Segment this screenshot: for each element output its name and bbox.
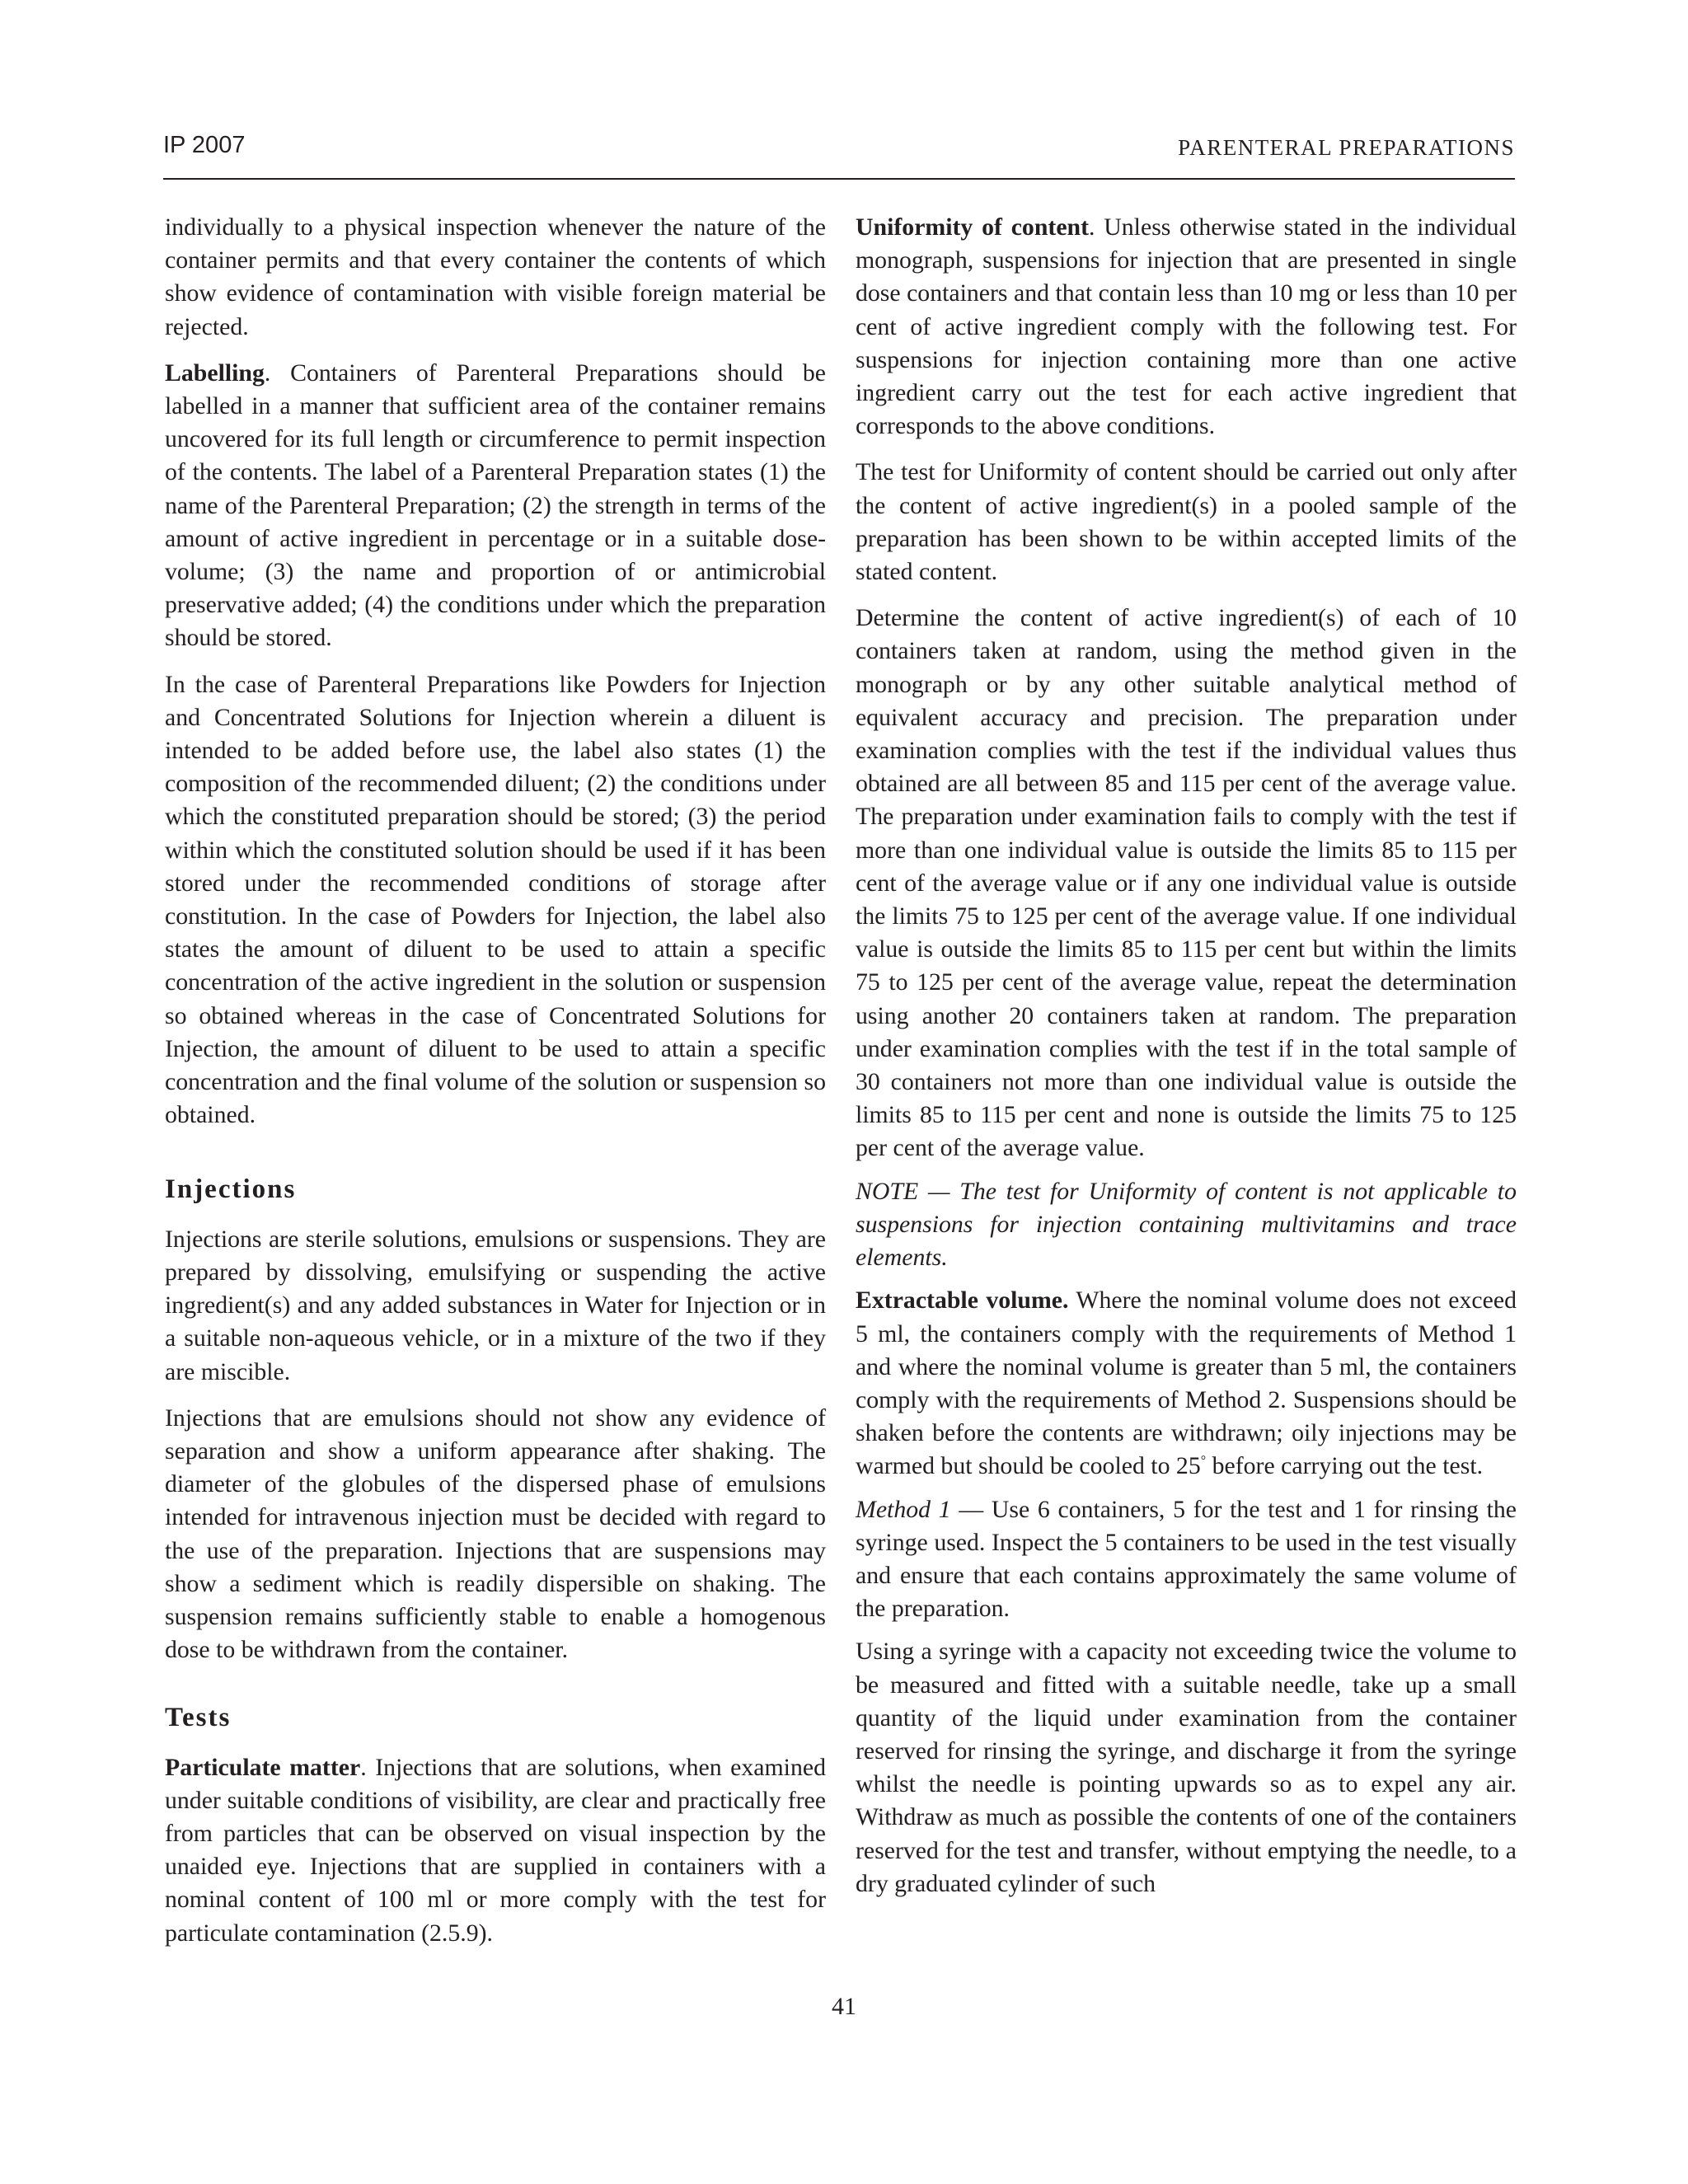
- running-title: PARENTERAL PREPARATIONS: [1178, 135, 1515, 160]
- continued-paragraph: individually to a physical inspection whenever the nature of the container permits and that every container the contents of which show evidence of contamination with visible foreign material be rejected.: [165, 213, 826, 340]
- right-column: [856, 211, 1517, 1914]
- extractable-tail: before carrying out the test.: [1206, 1452, 1484, 1480]
- uniformity-text: . Unless otherwise stated in the individual monograph, suspensions for injection that are presented in single dose containers and that contain less than 10 mg or less than 10 per cent of active ingredient comply with the following test. For suspensions for injection containing more than one active ingredient carry out the test for each active ingredient that corresponds to the above conditions.: [856, 213, 1517, 440]
- page-number: 41: [832, 1993, 856, 2020]
- tests-heading: Tests: [165, 1703, 232, 1733]
- labelling-lead: Labelling: [165, 359, 265, 387]
- method1-paragraph: [856, 1493, 1517, 1626]
- labelling-text: . Containers of Parenteral Preparations should be labelled in a manner that sufficient area of the container remains uncovered for its full length or circumference to permit inspection of the contents. The label of a Parenteral Preparation states (1) the name of the Parenteral Preparation; (2) the strength in terms of the amount of active ingredient in percentage or in a suitable dose-volume; (3) the name and proportion of or antimicrobial preservative added; (4) the conditions under which the preparation should be stored.: [165, 359, 826, 652]
- uniformity-lead: Uniformity of content: [856, 213, 1090, 241]
- syringe-paragraph: Using a syringe with a capacity not exceeding twice the volume to be measured and fitted with a suitable needle, take up a small quantity of the liquid under examination from the container reserved for rinsing the syringe, and discharge it from the syringe whilst the needle is pointing upwards so as to expel any air. Withdraw as much as possible the contents of one of the containers reserved for the test and transfer, without emptying the needle, to a dry graduated cylinder of such: [856, 1638, 1517, 1897]
- extractable-paragraph: [856, 1284, 1517, 1483]
- method1-lead: Method 1: [856, 1495, 951, 1523]
- extractable-text: Where the nominal volume does not exceed 5 ml, the containers comply with the requirements of Method 1 and where the nominal volume is greater than 5 ml, the containers comply with the requirements of Method 2. Suspensions should be shaken before the contents are withdrawn; oily injections may be warmed but should be cooled to 25: [856, 1286, 1517, 1480]
- injections-paragraph: Injections are sterile solutions, emulsions or suspensions. They are prepared by dissolving, emulsifying or suspending the active ingredient(s) and any added substances in Water for Injection or in a suitable non-aqueous vehicle, or in a mixture of the two if they are miscible.: [165, 1225, 826, 1385]
- note-paragraph: NOTE — The test for Uniformity of content is not applicable to suspensions for injection containing multivitamins and trace elements.: [856, 1177, 1517, 1272]
- degree-mark: °: [1200, 1454, 1207, 1469]
- uniformity-paragraph: [856, 211, 1517, 443]
- page-header: [163, 132, 1515, 180]
- particulate-lead: Particulate matter: [165, 1753, 361, 1781]
- determination-paragraph: Determine the content of active ingredient(s) of each of 10 containers taken at random, using the method given in the monograph or by any other suitable analytical method of equivalent accuracy and precision. The preparation under examination complies with the test if the individual values thus obtained are all between 85 and 115 per cent of the average value. The preparation under examination fails to comply with the test if more than one individual value is outside the limits 85 to 115 per cent of the average value or if any one individual value is outside the limits 75 to 125 per cent of the average value. If one individual value is outside the limits 85 to 115 per cent but within the limits 75 to 125 per cent of the average value, repeat the determination using another 20 containers taken at random. The preparation under examination complies with the test if in the total sample of 30 containers not more than one individual value is outside the limits 85 to 115 per cent and none is outside the limits 75 to 125 per cent of the average value.: [856, 604, 1517, 1162]
- labelling-paragraph: [165, 357, 826, 655]
- extractable-lead: Extractable volume.: [856, 1286, 1069, 1315]
- publication-id: IP 2007: [163, 132, 246, 158]
- method1-text: — Use 6 containers, 5 for the test and 1 for rinsing the syringe used. Inspect the 5 containers to be used in the test visually and ensure that each contains approximately the same volume of the preparation.: [856, 1495, 1517, 1623]
- diluent-paragraph: In the case of Parenteral Preparations like Powders for Injection and Concentrated Solutions for Injection wherein a diluent is intended to be added before use, the label also states (1) the composition of the recommended diluent; (2) the conditions under which the constituted preparation should be stored; (3) the period within which the constituted solution should be used if it has been stored under the recommended conditions of storage after constitution. In the case of Powders for Injection, the label also states the amount of diluent to be used to attain a specific concentration of the active ingredient in the solution or suspension so obtained whereas in the case of Concentrated Solutions for Injection, the amount of diluent to be used to attain a specific concentration and the final volume of the solution or suspension so obtained.: [165, 670, 826, 1129]
- left-column: [165, 211, 826, 1963]
- particulate-paragraph: [165, 1751, 826, 1950]
- emulsions-paragraph: Injections that are emulsions should not show any evidence of separation and show a uniform appearance after shaking. The diameter of the globules of the dispersed phase of emulsions intended for intravenous injection must be decided with regard to the use of the preparation. Injections that are suspensions may show a sediment which is readily dispersible on shaking. The suspension remains sufficiently stable to enable a homogenous dose to be withdrawn from the container.: [165, 1404, 826, 1664]
- uniformity-precondition-paragraph: The test for Uniformity of content should be carried out only after the content of active ingredient(s) in a pooled sample of the preparation has been shown to be within accepted limits of the stated content.: [856, 458, 1517, 586]
- particulate-text: . Injections that are solutions, when examined under suitable conditions of visibility, are clear and practically free from particles that can be observed on visual inspection by the unaided eye. Injections that are supplied in containers with a nominal content of 100 ml or more comply with the test for particulate contamination (2.5.9).: [165, 1753, 826, 1947]
- injections-heading: Injections: [165, 1174, 297, 1205]
